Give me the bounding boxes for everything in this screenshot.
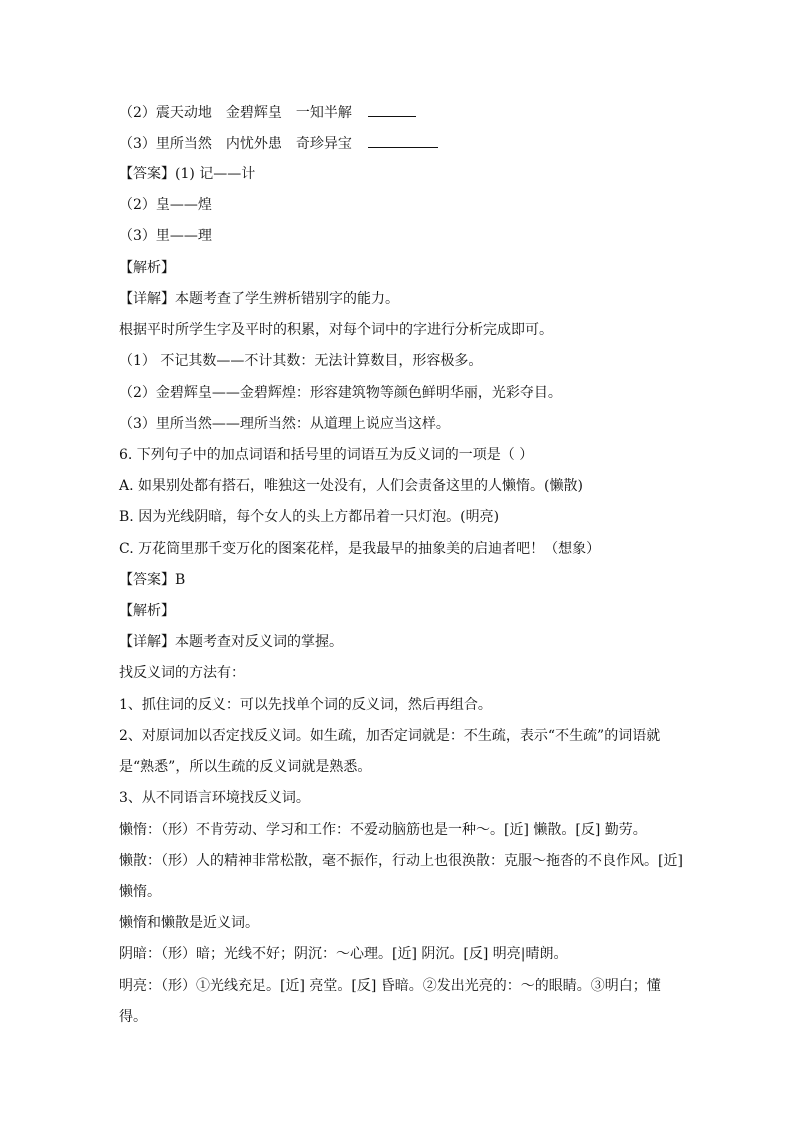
answer-heading: 【答案】(1) 记——计 xyxy=(119,166,256,182)
definition-text: 懒散：（形）人的精神非常松散，毫不振作，行动上也很涣散：克服～拖沓的不良作风。[近] xyxy=(119,853,683,869)
question-line-3 xyxy=(119,133,689,153)
analysis-heading: 【解析】 xyxy=(119,603,175,619)
definition-text: 得。 xyxy=(119,1009,147,1025)
analysis-heading: 【解析】 xyxy=(119,260,175,276)
definition-text: 阴暗：（形）暗；光线不好；阴沉：～心理。[近] 阴沉。[反] 明亮|晴朗。 xyxy=(119,946,568,962)
definition-text: 懒惰：（形）不肯劳动、学习和工作：不爱动脑筋也是一种～。[近] 懒散。[反] 勤劳。 xyxy=(119,822,647,838)
paragraph-text: （1） 不记其数——不计其数：无法计算数目，形容极多。 xyxy=(119,353,483,369)
paragraph-text: 1、抓住词的反义：可以先找单个词的反义词，然后再组合。 xyxy=(119,697,492,713)
detail-heading: 【详解】本题考查了学生辨析错别字的能力。 xyxy=(119,291,399,307)
definition-text: 明亮：（形）①光线充足。[近] 亮堂。[反] 昏暗。②发出光亮的：～的眼睛。③明白；懂 xyxy=(119,978,661,994)
answer-blank xyxy=(368,133,438,148)
answer-item: （3）里——理 xyxy=(119,228,212,244)
paragraph-text: 懒惰和懒散是近义词。 xyxy=(119,915,259,931)
word-3: 奇珍异宝 xyxy=(295,136,352,152)
word-3: 一知半解 xyxy=(295,105,352,121)
paragraph-text: 2、对原词加以否定找反义词。如生疏，加否定词就是：不生疏，表示“不生疏”的词语就 xyxy=(119,728,661,744)
word-1: （2）震天动地 xyxy=(119,105,212,121)
paragraph-text: 是“熟悉”，所以生疏的反义词就是熟悉。 xyxy=(119,759,372,775)
definition-text: 懒惰。 xyxy=(119,884,161,900)
paragraph-text: 找反义词的方法有： xyxy=(119,665,245,681)
option-c: C. 万花筒里那千变万化的图案花样，是我最早的抽象美的启迪者吧！（想象） xyxy=(119,541,601,557)
answer-heading: 【答案】B xyxy=(119,572,186,588)
word-2: 金碧辉皇 xyxy=(225,105,282,121)
question-6: 6. 下列句子中的加点词语和括号里的词语互为反义词的一项是（ ） xyxy=(119,447,534,463)
paragraph-text: （3）里所当然——理所当然：从道理上说应当这样。 xyxy=(119,416,450,432)
answer-blank xyxy=(368,102,416,117)
word-2: 内忧外患 xyxy=(225,136,282,152)
detail-heading: 【详解】本题考查对反义词的掌握。 xyxy=(119,634,343,650)
paragraph-text: 3、从不同语言环境找反义词。 xyxy=(119,790,310,806)
word-1: （3）里所当然 xyxy=(119,136,212,152)
paragraph-text: （2）金碧辉皇——金碧辉煌：形容建筑物等颜色鲜明华丽，光彩夺目。 xyxy=(119,385,562,401)
option-a: A. 如果别处都有搭石，唯独这一处没有，人们会责备这里的人懒惰。(懒散) xyxy=(119,478,583,494)
question-line-2 xyxy=(119,102,689,122)
paragraph-text: 根据平时所学生字及平时的积累，对每个词中的字进行分析完成即可。 xyxy=(119,322,553,338)
option-b: B. 因为光线阴暗，每个女人的头上方都吊着一只灯泡。(明亮) xyxy=(119,509,500,525)
answer-item: （2）皇——煌 xyxy=(119,197,212,213)
